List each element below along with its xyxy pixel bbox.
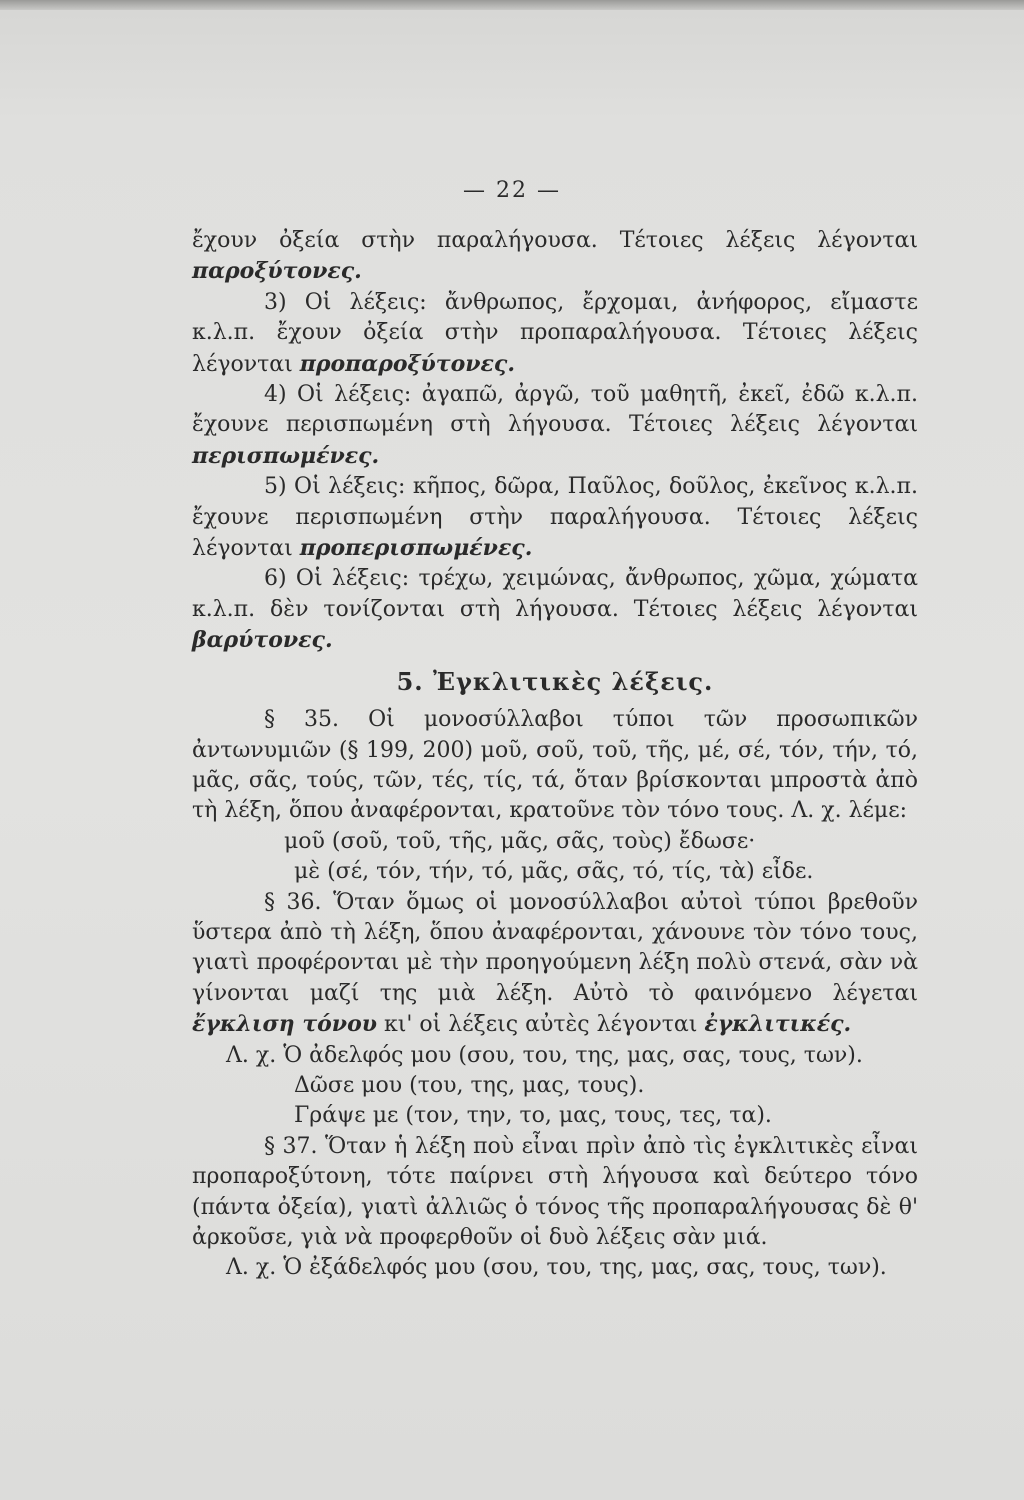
term-paroxytones: παροξύτονες. xyxy=(192,258,362,285)
term-enclitics: ἐγκλιτικές. xyxy=(704,1011,852,1038)
paragraph-perispomenes xyxy=(192,380,918,472)
term-barytones: βαρύτονες. xyxy=(192,627,333,654)
paragraph-properispomenes xyxy=(192,472,918,564)
term-proparoxytones: προπαροξύτονες. xyxy=(299,350,515,377)
paragraph-text: 3) Οἱ λέξεις: ἄνθρωπος, ἔρχομαι, ἀνήφορος, εἴμαστε κ.λ.π. ἔχουν ὀξεία στὴν προπαραλήγουσα. Τέτοιες λέξεις λέγονται xyxy=(192,289,918,377)
example-line: Δῶσε μου (του, της, μας, τους). xyxy=(294,1072,645,1098)
paragraph-text: ἔχουν ὀξεία στὴν παραλήγουσα. Τέτοιες λέξεις λέγονται xyxy=(192,228,918,253)
paragraph-barytones xyxy=(192,564,918,656)
term-properispomenes: προπερισπωμένες. xyxy=(299,535,533,562)
page-number: — 22 — xyxy=(463,178,561,203)
example-line: μοῦ (σοῦ, τοῦ, τῆς, μᾶς, σᾶς, τοὺς) ἔδωσε· xyxy=(284,828,756,854)
paragraph-section-35: § 35. Οἱ μονοσύλλαβοι τύποι τῶν προσωπικῶν ἀντωνυμιῶν (§ 199, 200) μοῦ, σοῦ, τοῦ, τῆς, μέ, σέ, τόν, τήν, τό, μᾶς, σᾶς, τούς, τῶν, τές, τίς, τά, ὅταν βρίσκονται μπροστὰ ἀπὸ τὴ λέξη, ὅπου ἀναφέρονται, κρατοῦνε τὸν τόνο τους. Λ. χ. λέμε: xyxy=(192,707,918,824)
example-line: μὲ (σέ, τόν, τήν, τό, μᾶς, σᾶς, τό, τίς, τὰ) εἶδε. xyxy=(294,859,814,885)
paragraph-section-37: § 37. Ὅταν ἡ λέξη ποὺ εἶναι πρὶν ἀπὸ τὶς ἐγκλιτικὲς εἶναι προπαροξύτονη, τότε παίρνει στὴ λήγουσα καὶ δεύτερο τόνο (πάντα ὀξεία), γιατὶ ἀλλιῶς ὁ τόνος τῆς προπαραλήγουσας δὲ θ' ἀρκοῦσε, γιὰ νὰ προφερθοῦν οἱ δυὸ λέξεις σὰν μιά. xyxy=(192,1133,918,1250)
paragraph-text: 6) Οἱ λέξεις: τρέχω, χειμώνας, ἄνθρωπος, χῶμα, χώματα κ.λ.π. δὲν τονίζονται στὴ λήγουσα. Τέτοιες λέξεις λέγονται xyxy=(192,566,918,622)
example-line: Λ. χ. Ὁ ἀδελφός μου (σου, του, της, μας, σας, τους, των). xyxy=(226,1042,863,1068)
term-enclisis: ἔγκλιση τόνου xyxy=(192,1011,378,1038)
section-heading: 5. Ἐγκλιτικὲς λέξεις. xyxy=(396,666,714,696)
paragraph-text: § 36. Ὅταν ὅμως οἱ μονοσύλλαβοι αὐτοὶ τύποι βρεθοῦν ὕστερα ἀπὸ τὴ λέξη, ὅπου ἀναφέρονται, χάνουνε τὸν τόνο τους, γιατὶ προφέρονται μὲ τὴν προηγούμενη λέξη πολὺ στενά, σὰν νὰ γίνονται μαζί της μιὰ λέξη. Αὐτὸ τὸ φαινόμενο λέγεται xyxy=(192,889,918,1006)
example-line: Γράψε με (τον, την, το, μας, τους, τες, τα). xyxy=(294,1103,772,1129)
paragraph-text: 4) Οἱ λέξεις: ἀγαπῶ, ἀργῶ, τοῦ μαθητῆ, ἐκεῖ, ἐδῶ κ.λ.π. ἔχουνε περισπωμένη στὴ λήγουσα. Τέτοιες λέξεις λέγονται xyxy=(192,382,918,438)
paragraph-section-36 xyxy=(192,888,918,1041)
paragraph-text: 5) Οἱ λέξεις: κῆπος, δῶρα, Παῦλος, δοῦλος, ἐκεῖνος κ.λ.π. ἔχουνε περισπωμένη στὴν παραλήγουσα. Τέτοιες λέξεις λέγονται xyxy=(192,474,918,562)
text-block xyxy=(192,226,918,1284)
term-perispomenes: περισπωμένες. xyxy=(192,442,380,469)
paragraph-paroxytones xyxy=(192,226,918,288)
paragraph-proparoxytones xyxy=(192,288,918,380)
paragraph-text: κι' οἱ λέξεις αὐτὲς λέγονται xyxy=(377,1012,705,1038)
example-line: Λ. χ. Ὁ ἐξάδελφός μου (σου, του, της, μας, σας, τους, των). xyxy=(226,1255,887,1281)
page-top-edge xyxy=(0,0,1024,10)
